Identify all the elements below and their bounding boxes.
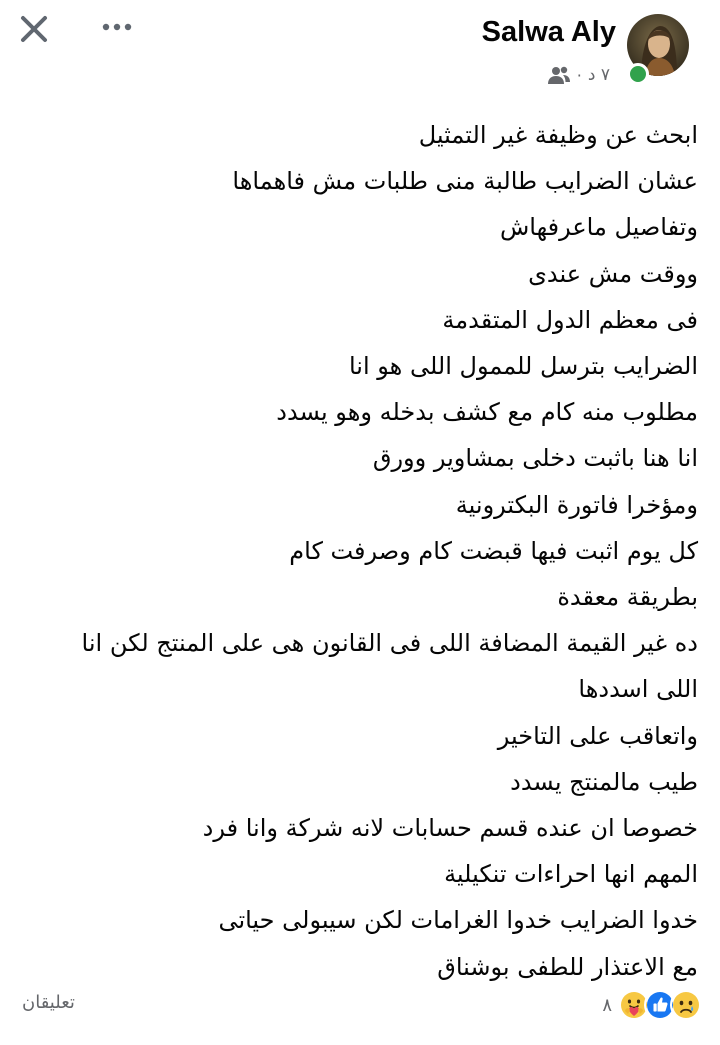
post-line: خدوا الضرايب خدوا الغرامات لكن سيبولى حياتى [218,906,698,935]
post-line: ده غير القيمة المضافة اللى فى القانون هى على المنتج لكن انا [81,629,698,658]
author-name[interactable]: Salwa Aly [481,16,616,48]
post-line: طيب مالمنتج يسدد [510,767,698,796]
more-options-icon [98,16,136,38]
reactions-summary[interactable] [602,988,702,1022]
post-line: ابحث عن وظيفة غير التمثيل [418,121,698,149]
post-line: وتفاصيل ماعرفهاش [499,213,698,242]
post-line: الضرايب بترسل للممول اللى هو انا [348,352,698,381]
friends-audience-icon [547,65,571,85]
reaction-count: ٨ [602,994,612,1016]
close-icon [17,12,51,46]
post-line: خصوصا ان عنده قسم حسابات لانه شركة وانا فرد [202,814,698,843]
post-line: واتعاقب على التاخير [497,721,698,750]
online-status-dot [627,63,649,85]
post-line: كل يوم اثبت فيها قبضت كام وصرفت كام [289,536,698,565]
post-line: ووقت مش عندى [528,259,698,288]
post-line: ومؤخرا فاتورة البكترونية [455,490,698,519]
post-line: مع الاعتذار للطفى بوشناق [437,952,698,981]
close-button[interactable] [17,12,51,46]
post-line: مطلوب منه كام مع كشف بدخله وهو يسدد [276,398,698,427]
sad-reaction-icon [670,989,702,1021]
meta-separator: · [576,65,582,85]
post-time[interactable]: ٧ د [587,65,610,85]
post-line: فى معظم الدول المتقدمة [442,305,698,334]
post-body [18,112,698,990]
post-line: عشان الضرايب طالبة منى طلبات مش فاهماها [232,167,698,196]
comments-count-link[interactable]: تعليقان [22,992,75,1013]
post-line: المهم انها احراءات تنكيلية [444,860,698,889]
post-line: بطريقة معقدة [557,583,698,612]
post-line: اللى اسددها [578,675,698,704]
post-line: انا هنا باثبت دخلى بمشاوير وورق [372,444,698,473]
post-meta [547,62,610,88]
more-options-button[interactable] [98,16,136,38]
